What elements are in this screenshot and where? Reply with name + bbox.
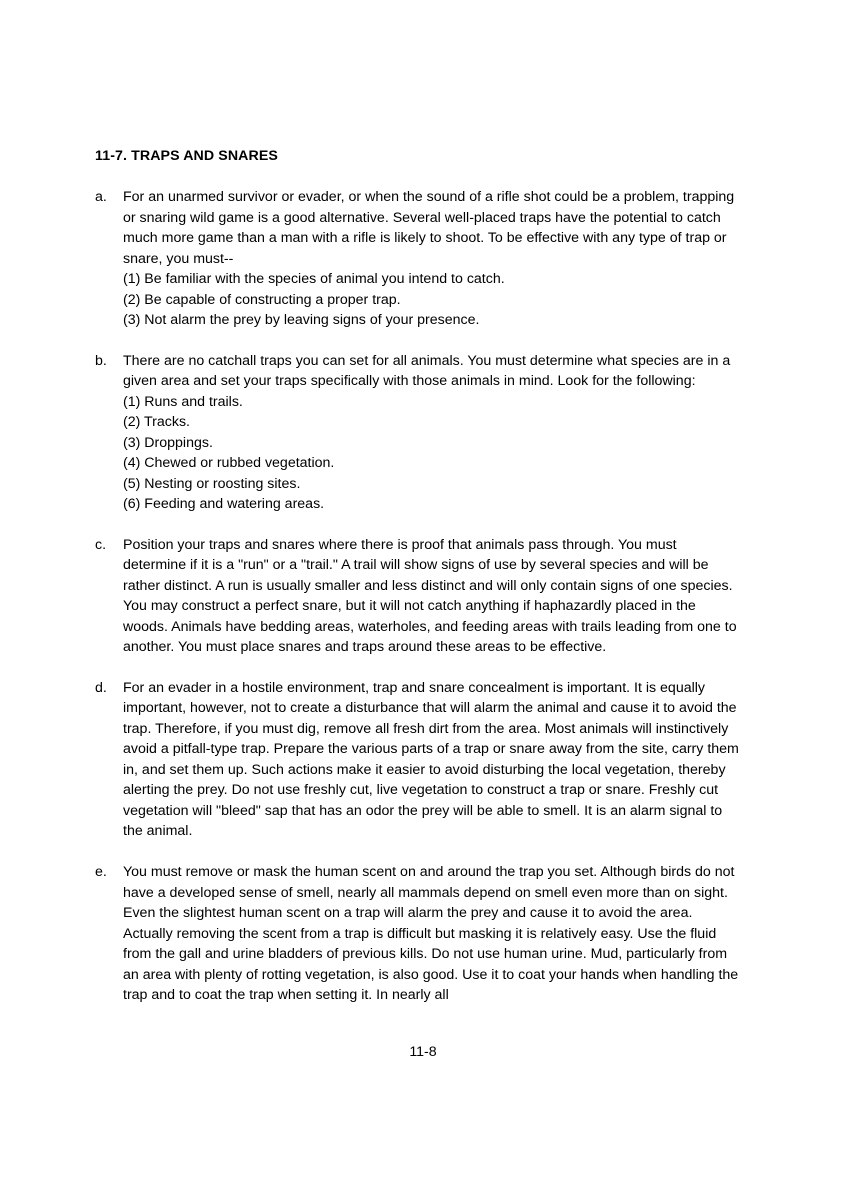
paragraph-body (123, 678, 740, 842)
sub-item: (3) Droppings. (123, 434, 213, 451)
paragraph-body (123, 535, 740, 658)
paragraph-text: Position your traps and snares where there is proof that animals pass through. You must determine if it is a "run" or a "trail." A trail will show signs of use by several species and will be rather distinct. A run is usually smaller and less distinct and will only contain signs of one species. You may construct a perfect snare, but it will not catch anything if haphazardly placed in the woods. Animals have bedding areas, waterholes, and feeding areas with trails leading from one to another. You must place snares and traps around these areas to be effective. (123, 536, 737, 656)
paragraph-marker: b. (95, 352, 107, 369)
paragraph-marker: e. (95, 863, 107, 880)
page-footer-number: 11-8 (409, 1044, 437, 1060)
paragraph-marker: d. (95, 679, 107, 696)
paragraph-c (95, 535, 740, 658)
sub-item: (6) Feeding and watering areas. (123, 496, 325, 513)
paragraph-body (123, 862, 740, 1006)
sub-item: (1) Be familiar with the species of animal you intend to catch. (123, 271, 505, 288)
paragraph-marker: a. (95, 189, 107, 206)
sub-list (123, 269, 740, 331)
page-content (95, 148, 740, 1006)
paragraph-text: There are no catchall traps you can set for all animals. You must determine what species are in a given area and set your traps specifically with those animals in mind. Look for the following: (123, 352, 731, 390)
paragraph-b (95, 351, 740, 515)
paragraph-body (123, 351, 740, 515)
section-heading: 11-7. TRAPS AND SNARES (95, 148, 278, 164)
sub-item: (1) Runs and trails. (123, 393, 243, 410)
sub-item: (2) Be capable of constructing a proper trap. (123, 291, 401, 308)
paragraph-text: For an unarmed survivor or evader, or when the sound of a rifle shot could be a problem, trapping or snaring wild game is a good alternative. Several well-placed traps have the potential to catch much more game than a man with a rifle is likely to shoot. To be effective with any type of trap or snare, you must-- (123, 189, 735, 267)
sub-item: (5) Nesting or roosting sites. (123, 475, 301, 492)
paragraph-d (95, 678, 740, 842)
paragraph-a (95, 187, 740, 331)
sub-list (123, 392, 740, 515)
paragraph-text: You must remove or mask the human scent on and around the trap you set. Although birds do not have a developed sense of smell, nearly all mammals depend on smell even more than on sight. Even the slightest human scent on a trap will alarm the prey and cause it to avoid the area. Actually removing the scent from a trap is difficult but masking it is relatively easy. Use the fluid from the gall and urine bladders of previous kills. Do not use human urine. Mud, particularly from an area with plenty of rotting vegetation, is also good. Use it to coat your hands when handling the trap and to coat the trap when setting it. In nearly all (123, 863, 739, 1004)
paragraph-text: For an evader in a hostile environment, trap and snare concealment is important. It is equally important, however, not to create a disturbance that will alarm the animal and cause it to avoid the trap. Therefore, if you must dig, remove all fresh dirt from the area. Most animals will instinctively avoid a pitfall-type trap. Prepare the various parts of a trap or snare away from the site, carry them in, and set them up. Such actions make it easier to avoid disturbing the local vegetation, thereby alerting the prey. Do not use freshly cut, live vegetation to construct a trap or snare. Freshly cut vegetation will "bleed" sap that has an odor the prey will be able to smell. It is an alarm signal to the animal. (123, 679, 739, 840)
paragraph-e (95, 862, 740, 1006)
paragraph-marker: c. (95, 536, 107, 553)
sub-item: (4) Chewed or rubbed vegetation. (123, 455, 335, 472)
sub-item: (2) Tracks. (123, 414, 191, 431)
paragraph-body (123, 187, 740, 331)
sub-item: (3) Not alarm the prey by leaving signs of your presence. (123, 312, 480, 329)
